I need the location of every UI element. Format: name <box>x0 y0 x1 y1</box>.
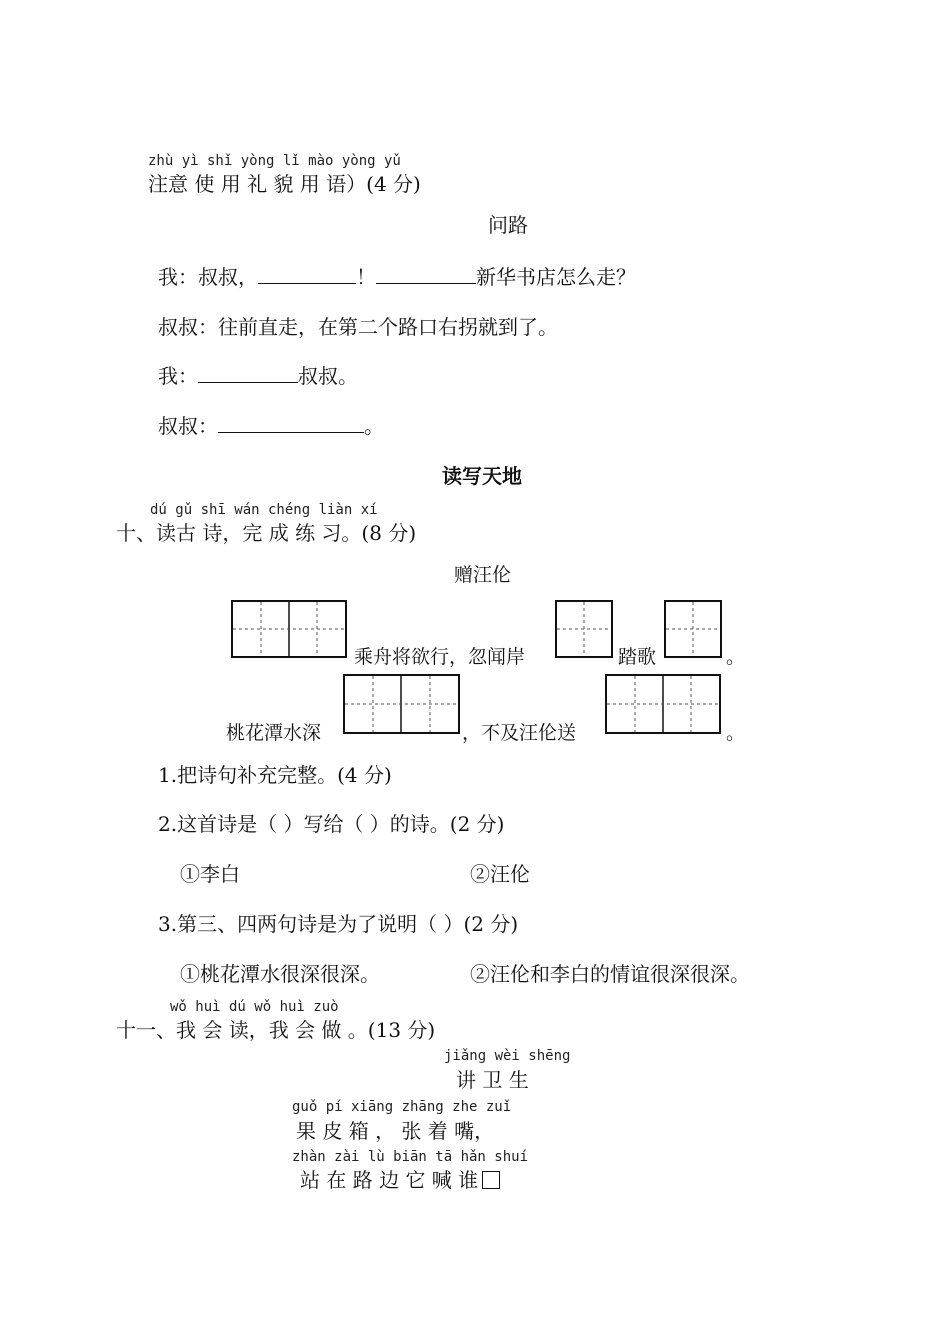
grid-lines <box>607 676 719 732</box>
poem-line1-end: 。 <box>726 646 746 668</box>
dialog-line-1-c: 新华书店怎么走？ <box>476 265 636 289</box>
grid-lines <box>666 602 720 656</box>
poem2-line1: 果 皮 箱 ， 张 着 嘴， <box>296 1119 495 1143</box>
q11-heading: 十一、我 会 读，我 会 做 。(13 分) <box>116 1018 436 1042</box>
poem-line2-mid: ，不及汪伦送 <box>462 722 577 744</box>
poem-line2-end: 。 <box>726 722 746 744</box>
answer-blank-3[interactable] <box>198 364 298 383</box>
section-title: 读写天地 <box>442 464 522 488</box>
q10-heading: 十、读古 诗，完 成 练 习。(8 分) <box>116 521 417 545</box>
q10-item-3-option-1[interactable]: ①桃花潭水很深很深。 <box>180 962 380 986</box>
poem2-title-pinyin: jiǎng wèi shēng <box>444 1048 571 1064</box>
q10-item-2: 2.这首诗是（ ）写给（ ）的诗。(2 分) <box>158 812 505 836</box>
dialog-line-4 <box>158 410 384 439</box>
grid-lines <box>557 602 611 656</box>
dialog-line-1 <box>158 261 636 290</box>
writing-grid-1a[interactable] <box>555 600 613 658</box>
poem2-line2 <box>300 1164 500 1193</box>
poem2-line2-text: 站 在 路 边 它 喊 谁 <box>300 1168 479 1192</box>
writing-grid-4[interactable] <box>231 600 347 658</box>
grid-lines <box>233 602 345 656</box>
answer-blank-4[interactable] <box>218 414 364 433</box>
q10-item-2-option-2[interactable]: ②汪伦 <box>470 862 530 886</box>
poem2-title: 讲 卫 生 <box>456 1068 529 1092</box>
q10-item-2-option-1[interactable]: ①李白 <box>180 862 240 886</box>
top-line: 注意 使 用 礼 貌 用 语）(4 分) <box>148 172 421 196</box>
q10-item-3: 3.第三、四两句诗是为了说明（ ）(2 分) <box>158 912 519 936</box>
poem-line1-mid: 乘舟将欲行，忽闻岸 <box>354 646 526 668</box>
answer-blank-2[interactable] <box>376 265 476 284</box>
writing-grid-1b[interactable] <box>664 600 722 658</box>
poem-title: 赠汪伦 <box>454 564 512 586</box>
grid-lines <box>345 676 458 732</box>
writing-grid-4c[interactable] <box>605 674 721 734</box>
answer-blank-1[interactable] <box>258 265 356 284</box>
dialog-line-2: 叔叔：往前直走，在第二个路口右拐就到了。 <box>158 315 558 339</box>
dialog-title: 问路 <box>488 213 528 237</box>
dialog-line-1-a: 我：叔叔， <box>158 265 258 289</box>
dialog-line-3 <box>158 360 358 389</box>
q10-item-1: 1.把诗句补充完整。(4 分) <box>158 763 392 787</box>
poem2-line1-pinyin: guǒ pí xiāng zhāng zhe zuǐ <box>292 1099 512 1115</box>
q10-pinyin: dú gǔ shī wán chéng liàn xí <box>150 502 378 518</box>
punctuation-answer-box[interactable] <box>482 1171 500 1189</box>
dialog-line-1-b: ！ <box>356 265 376 289</box>
dialog-line-4-b: 。 <box>364 414 384 438</box>
poem2-line2-pinyin: zhàn zài lù biān tā hǎn shuí <box>292 1149 529 1165</box>
poem-line2-start: 桃花潭水深 <box>226 722 322 744</box>
top-pinyin: zhù yì shǐ yòng lǐ mào yòng yǔ <box>148 153 401 169</box>
writing-grid-4b[interactable] <box>343 674 460 734</box>
dialog-line-4-a: 叔叔： <box>158 414 218 438</box>
q10-item-3-option-2[interactable]: ②汪伦和李白的情谊很深很深。 <box>470 962 750 986</box>
dialog-line-3-a: 我： <box>158 364 198 388</box>
q11-pinyin: wǒ huì dú wǒ huì zuò <box>170 999 339 1015</box>
dialog-line-3-b: 叔叔。 <box>298 364 358 388</box>
poem-line1-mid2: 踏歌 <box>618 646 657 668</box>
